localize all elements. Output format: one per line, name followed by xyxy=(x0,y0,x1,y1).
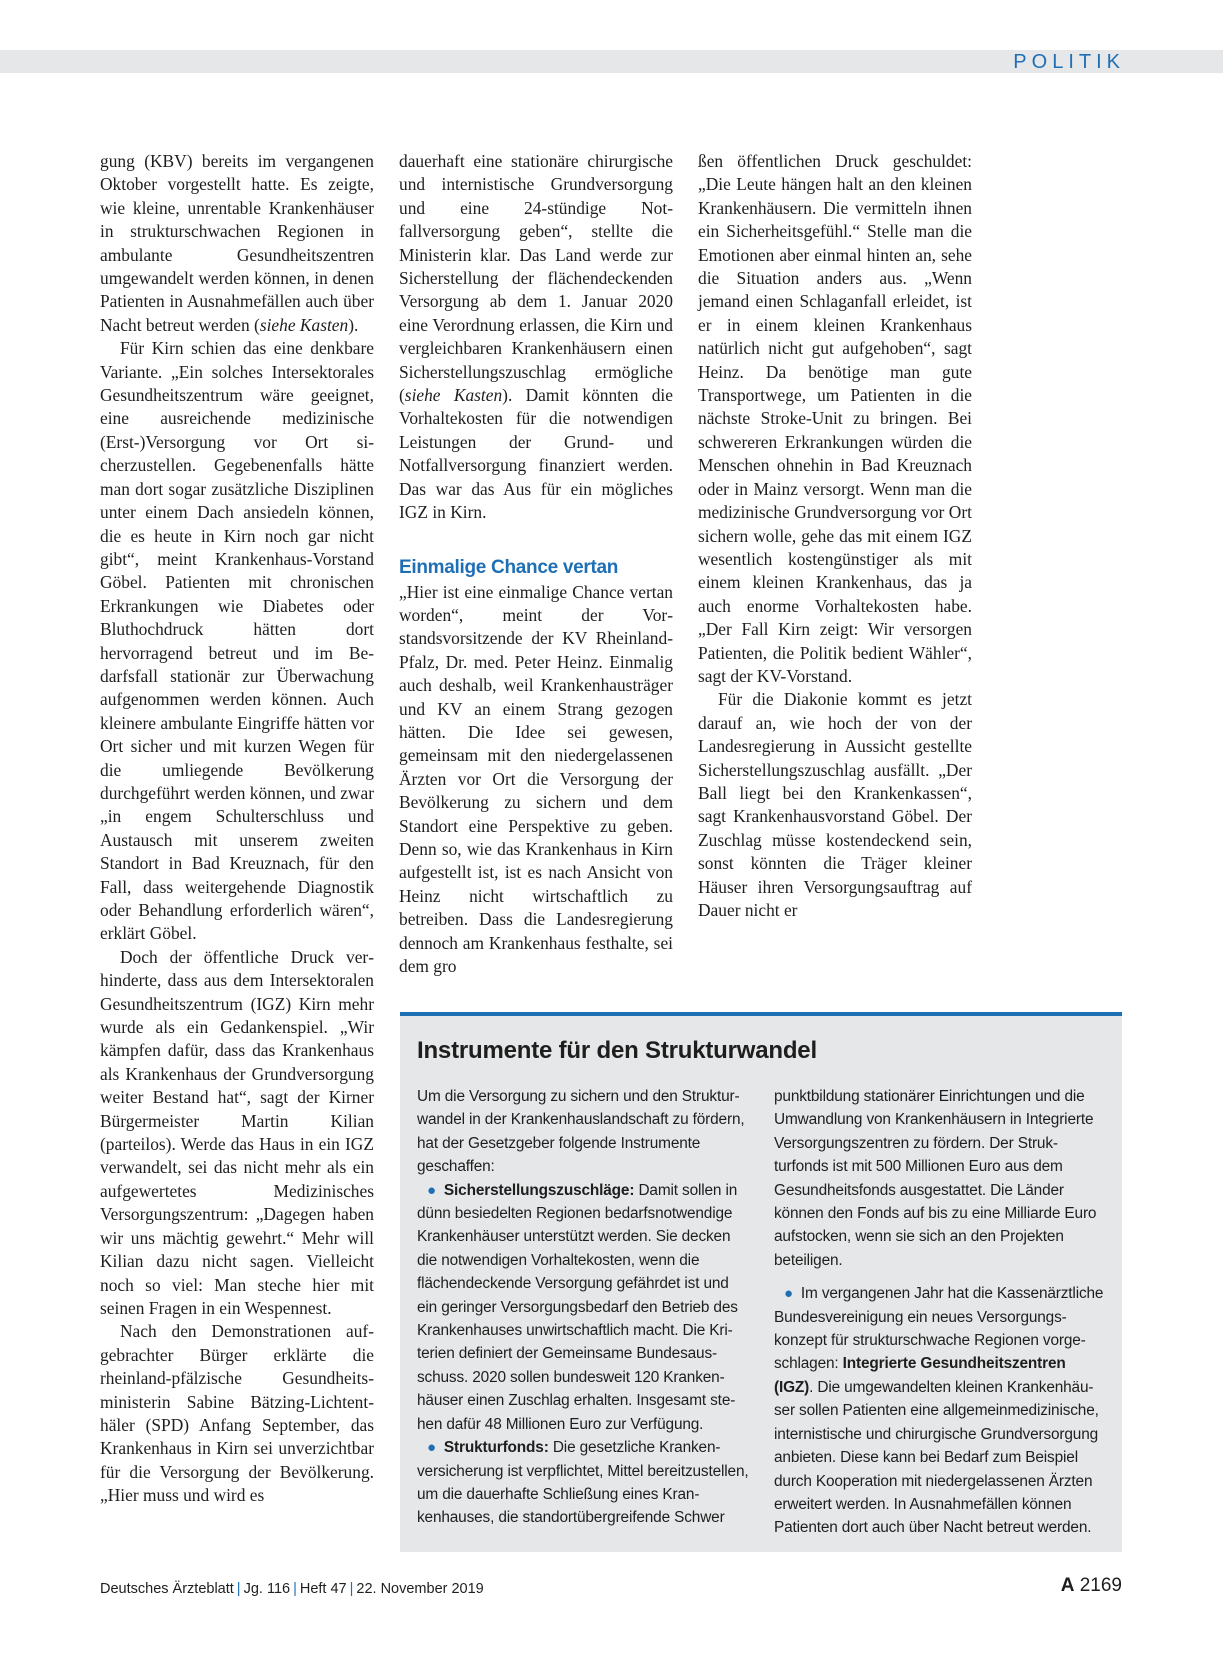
info-box-intro: Um die Versorgung zu sichern und den Strukturwandel in der Krankenhauslandschaft zu fördern, hat der Gesetzgeber folgende Instrumente geschaffen: xyxy=(417,1088,745,1176)
page-footer xyxy=(100,1575,1122,1599)
article-column-3 xyxy=(698,150,972,922)
paragraph: Nach den Demonstrationen aufgebrachter Bürger erklärte die rheinland-pfälzische Gesundheitsministerin Sabine Bätzing-Lichtenthäler (SPD) Anfang September, das Krankenhaus in Kirn sei unverzichtbar für die Versorgung der Bevölkerung. „Hier muss und wird es xyxy=(100,1321,374,1506)
paragraph: „Hier ist eine einmalige Chance vertan worden“, meint der Vorstandsvorsitzende der KV Rheinland-Pfalz, Dr. med. Peter Heinz. Einmalig auch deshalb, weil Krankenhausträger und KV an einem Strang gezogen hätten. Die Idee sei gewesen, gemeinsam mit den niedergelassenen Ärzten vor Ort die Versorgung der Bevölkerung zu sichern und dem Standort eine Perspektive zu geben. Denn so, wie das Krankenhaus in Kirn aufgestellt ist, ist es nach Ansicht von Heinz nicht wirtschaftlich zu betreiben. Dass die Landesregierung dennoch am Krankenhaus festhalte, sei dem gro xyxy=(399,581,673,976)
info-box-paragraph: punktbildung stationärer Einrichtungen und die Umwandlung von Krankenhäusern in Integrierte Versorgungszentren zu fördern. Der Strukturfonds ist mit 500 Millionen Euro aus dem Gesundheitsfonds ausgestattet. Die Länder können den Fonds auf bis zu eine Milliarde Euro aufstocken, wenn sie sich an den Projekten beteiligen. xyxy=(774,1088,1097,1269)
page-number: A 2169 xyxy=(1060,1575,1122,1596)
volume: Jg. 116 xyxy=(243,1581,291,1597)
issue-date: 22. November 2019 xyxy=(356,1581,484,1597)
article-column-1 xyxy=(100,150,374,1508)
info-box-item: ● Im vergangenen Jahr hat die Kassenärztliche Bundesvereinigung ein neues Versorgungskonzept für strukturschwache Regionen vorgeschlagen: Integrierte Gesundheitszentren (IGZ). Die umgewandelten kleinen Krankenhäuser sollen Patienten eine allgemeinmedizinische, internistische und chirurgische Grundversorgung anbieten. Diese kann bei Bedarf zum Beispiel durch Kooperation mit niedergelassenen Ärzten erweitert werden. In Ausnahmefällen können Patienten dort auch über Nacht betreut werden. xyxy=(774,1285,1104,1537)
issue: Heft 47 xyxy=(299,1581,347,1597)
box-reference: siehe Kasten xyxy=(404,385,503,406)
journal-name: Deutsches Ärzteblatt xyxy=(100,1581,234,1597)
bullet-icon: ● xyxy=(427,1181,436,1199)
paragraph: Doch der öffentliche Druck verhinderte, dass aus dem Intersektoralen Gesundheitszentrum (IGZ) Kirn mehr wurde als ein Gedankenspiel. „Wir kämpfen dafür, dass das Krankenhaus als Krankenhaus der Grundversorgung weiter Bestand hat“, sagt der Kirner Bürgermeister Martin Kilian (parteilos). Werde das Haus in ein IGZ verwandelt, sei das nicht mehr als ein aufgewertetes Medizinisches Versorgungszentrum: „Dagegen haben wir uns mächtig gewehrt.“ Mehr will Kilian dazu nicht sagen. Vielleicht noch so viel: Man steche hier mit seinen Fragen in ein Wespennest. xyxy=(100,946,374,1318)
info-box-title: Instrumente für den Strukturwandel xyxy=(417,1037,817,1064)
paragraph: ßen öffentlichen Druck geschuldet: „Die Leute hängen halt an den kleinen Krankenhäusern. Die vermitteln ihnen ein Sicherheitsgefühl.“ Stelle man die Emotionen aber einmal hinten an, sehe die Situation anders aus. „Wenn jemand einen Schlaganfall erleidet, ist er in einem kleinen Krankenhaus natürlich nicht gut aufgehoben“, sagt Heinz. Da benötige man gute Transportwege, um Patienten in die nächste Stroke-Unit zu bringen. Bei schwereren Erkrankungen würden die Menschen ohnehin in Bad Kreuznach oder in Mainz versorgt. Wenn man die medizinische Grundversorgung vor Ort sichern wolle, gehe das mit einem IGZ wesentlich kostengünstiger als mit einem kleinen Krankenhaus, das ja auch enorme Vorhaltekosten habe. „Der Fall Kirn zeigt: Wir versorgen Patienten, die Politik bedient Wähler“, sagt der KV-Vorstand. xyxy=(698,151,972,686)
separator: | xyxy=(236,1581,241,1597)
bullet-icon: ● xyxy=(427,1439,436,1457)
article-column-2 xyxy=(399,150,673,978)
info-box xyxy=(400,1012,1122,1552)
subheading: Einmalige Chance vertan xyxy=(399,556,619,578)
section-label: POLITIK xyxy=(1013,51,1125,73)
info-box-item: ● Strukturfonds: Die gesetzliche Krankenversicherung ist verpflichtet, Mittel bereitzustellen, um die dauerhafte Schließung eines Krankenhauses, die standortübergreifende Schwer xyxy=(417,1439,749,1527)
box-reference: siehe Kasten xyxy=(259,314,349,335)
paragraph: dauerhaft eine stationäre chirurgische und internistische Grundversorgung und eine 24-stündige Notfallversorgung geben“, stellte die Ministerin klar. Das Land werde zur Sicherstellung der flächendeckenden Versorgung ab dem 1. Januar 2020 eine Verordnung erlassen, die Kirn und vergleichbaren Krankenhäusern einen Sicherstellungszuschlag ermögliche (siehe Kasten). Damit könnten die Vorhaltekosten für die notwendigen Leistungen der Grund- und Notfallversorgung finanziert werden. Das war das Aus für ein mögliches IGZ in Kirn. xyxy=(399,151,673,523)
bullet-icon: ● xyxy=(784,1285,793,1303)
paragraph: gung (KBV) bereits im vergangenen Oktober vorgestellt hatte. Es zeigte, wie kleine, unrentable Krankenhäuser in strukturschwachen Regionen in ambulante Gesundheitszentren umgewandelt werden können, in denen Patienten in Ausnahmefällen auch über Nacht betreut werden (siehe Kasten). xyxy=(100,151,374,335)
paragraph: Für Kirn schien das eine denkbare Variante. „Ein solches Intersektorales Gesundheitszentrum wäre geeignet, eine ausreichende medizinische (Erst-)Versorgung vor Ort sicherzustellen. Gegebenenfalls hätte man dort sogar zusätzliche Disziplinen unter einem Dach ansiedeln können, die es heute in Kirn noch gar nicht gibt“, meint Krankenhaus-Vorstand Göbel. Patienten mit chronischen Erkrankungen wie Diabetes oder Bluthochdruck hätten dort hervorragend betreut und im Bedarfsfall stationär zur Überwachung aufgenommen werden können. Auch kleinere ambulante Eingriffe hätten vor Ort sicher und mit kurzen Wegen für die umliegende Bevölkerung durchgeführt werden können, und zwar „in engem Schulterschluss und Austausch mit unserem zweiten Standort in Bad Kreuznach, für den Fall, dass weitergehende Diagnostik oder Behandlung erforderlich wären“, erklärt Göbel. xyxy=(100,338,374,944)
info-box-item: ● Sicherstellungszuschläge: Damit sollen in dünn besiedelten Regionen bedarfsnotwendige Krankenhäuser unterstützt werden. Sie decken die notwendigen Vorhaltekosten, wenn die flächendeckende Versorgung gefährdet ist und ein geringer Versorgungsbedarf den Betrieb des Krankenhauses unwirtschaftlich macht. Die Kriterien definiert der Gemeinsame Bundesausschuss. 2020 sollen bundesweit 120 Krankenhäuser einen Zuschlag erhalten. Insgesamt stehen dafür 48 Millionen Euro zur Verfügung. xyxy=(417,1181,738,1433)
paragraph: Für die Diakonie kommt es jetzt darauf an, wie hoch der von der Landesregierung in Aussicht gestellte Sicherstellungszuschlag ausfällt. „Der Ball liegt bei den Krankenkassen“, sagt Krankenhausvorstand Göbel. Der Zuschlag müsse kostendeckend sein, sonst könnten die Träger kleiner Häuser ihren Versorgungsauftrag auf Dauer nicht er xyxy=(698,689,972,920)
separator: | xyxy=(293,1581,297,1597)
separator: | xyxy=(349,1581,354,1597)
info-box-column-2 xyxy=(774,1085,1104,1540)
info-box-column-1 xyxy=(417,1085,750,1530)
